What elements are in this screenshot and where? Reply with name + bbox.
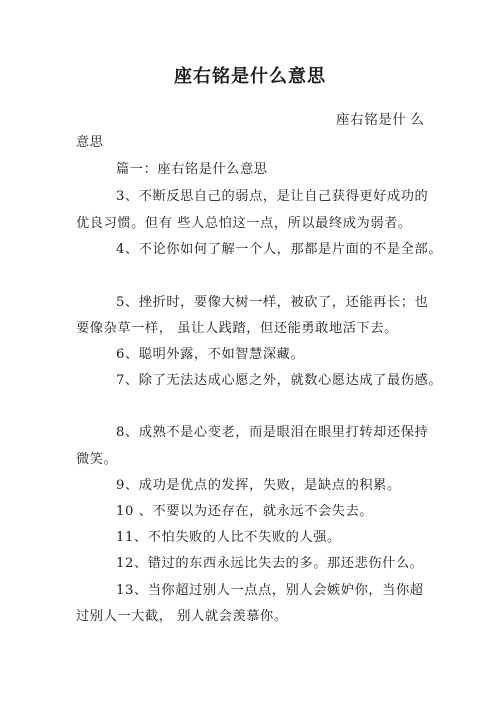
paragraph-line: 7、除了无法达成心愿之外，就数心愿达成了最伤感。 (116, 373, 443, 388)
paragraph-line: 5、挫折时，要像大树一样，被砍了，还能再长；也 (116, 295, 429, 310)
subheading-part-2: 么 (410, 112, 425, 128)
paragraph-line: 12、错过的东西永远比失去的多。那还悲伤什么。 (116, 556, 424, 571)
paragraph-line: 3、不断反思自己的弱点，是让自己获得更好成功的 (116, 189, 429, 204)
paragraph-line: 11、不怕失败的人比不失败的人强。 (116, 530, 341, 545)
paragraph-line: 4、不论你如何了解一个人，那都是片面的不是全部。 (116, 242, 443, 257)
paragraph-line: 13、当你超过别人一点点，别人会嫉妒你，当你超 (116, 583, 424, 598)
section-heading: 篇一：座右铭是什么意思 (116, 162, 268, 177)
subheading-part-1: 座右铭是什 (336, 112, 407, 128)
paragraph-line: 要像杂草一样， 虽让人践踏，但还能勇敢地活下去。 (76, 321, 398, 336)
document-subheading (336, 108, 425, 128)
paragraph-line: 优良习惯。但有 些人总怕这一点，所以最终成为弱者。 (76, 216, 412, 231)
paragraph-line: 过别人一大截， 别人就会羡慕你。 (76, 609, 288, 624)
paragraph-line: 微笑。 (76, 452, 118, 467)
paragraph-line: 8、成熟不是心变老，而是眼泪在眼里打转却还保持 (116, 425, 429, 440)
paragraph-line: 10 、不要以为还存在，就永远不会失去。 (116, 504, 374, 519)
document-title: 座右铭是什么意思 (174, 66, 326, 87)
subheading-continuation: 意思 (76, 135, 104, 150)
paragraph-line: 6、聪明外露，不如智慧深藏。 (116, 347, 305, 362)
paragraph-line: 9、成功是优点的发挥，失败，是缺点的积累。 (116, 478, 401, 493)
